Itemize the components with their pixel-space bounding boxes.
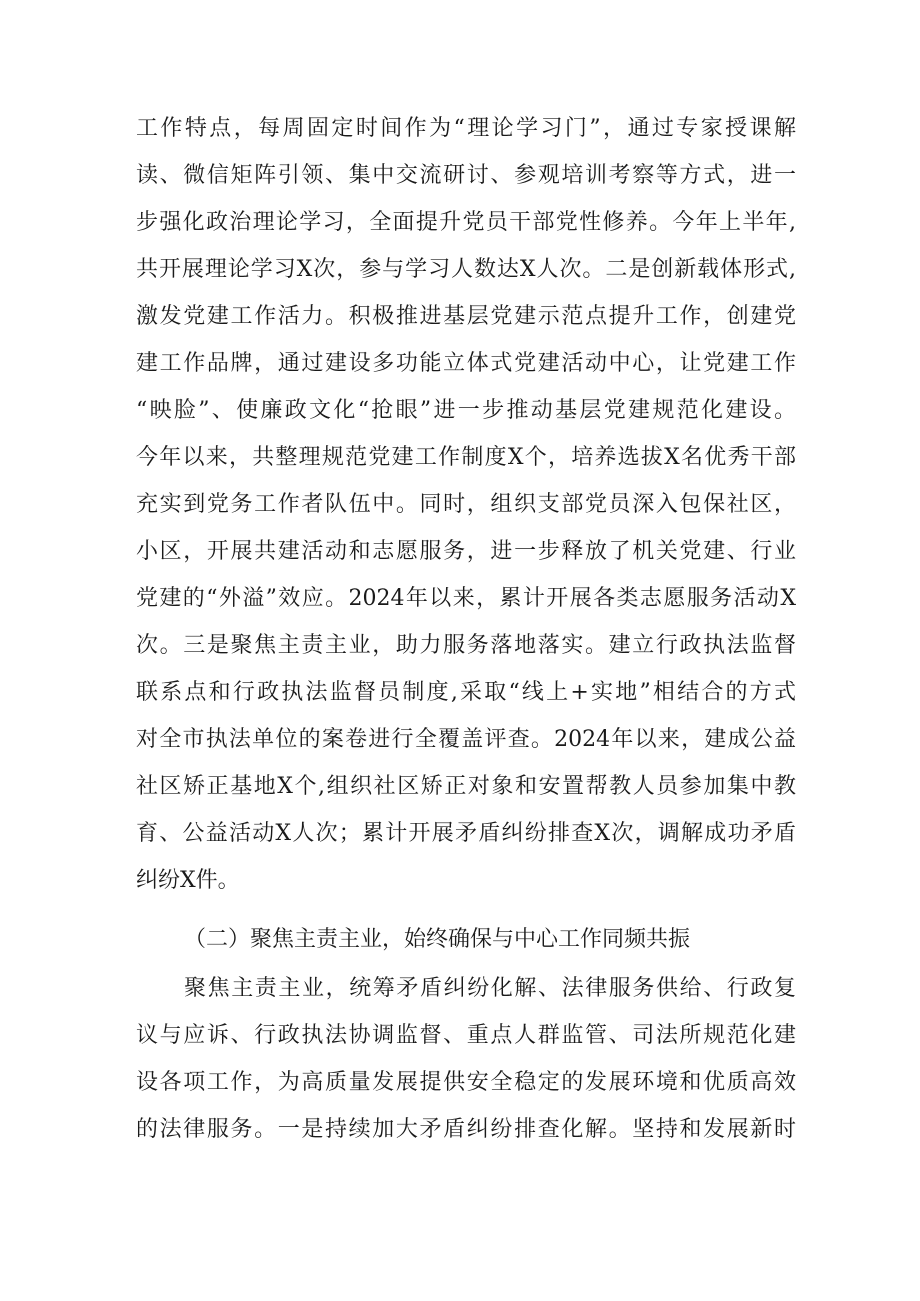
paragraph-1-line-17: 纠纷X件。 <box>136 868 240 893</box>
paragraph-1-line-6: 建工作品牌，通过建设多功能立体式党建活动中心，让党建工作 <box>136 351 796 376</box>
paragraph-1-line-12: 次。三是聚焦主责主业，助力服务落地落实。建立行政执法监督 <box>136 633 796 658</box>
paragraph-1-line-2: 读、微信矩阵引领、集中交流研讨、参观培训考察等方式，进一 <box>136 163 796 188</box>
paragraph-1-line-4: 共开展理论学习X次，参与学习人数达X人次。二是创新载体形式, <box>136 257 796 282</box>
paragraph-1-line-7: “映脸”、使廉政文化“抢眼”进一步推动基层党建规范化建设。 <box>136 398 796 423</box>
paragraph-1-line-1: 工作特点，每周固定时间作为“理论学习门”，通过专家授课解 <box>136 116 796 141</box>
paragraph-1-line-13: 联系点和行政执法监督员制度,采取“线上+实地”相结合的方式 <box>136 680 796 705</box>
section-heading: （二）聚焦主责主业，始终确保与中心工作同频共振 <box>184 927 691 952</box>
paragraph-1-line-3: 步强化政治理论学习，全面提升党员干部党性修养。今年上半年, <box>136 210 796 235</box>
paragraph-2-line-4: 的法律服务。一是持续加大矛盾纠纷排查化解。坚持和发展新时 <box>136 1117 796 1142</box>
paragraph-2-line-3: 设各项工作，为高质量发展提供安全稳定的发展环境和优质高效 <box>136 1070 796 1095</box>
paragraph-1-line-14: 对全市执法单位的案卷进行全覆盖评查。2024年以来，建成公益 <box>136 727 796 752</box>
paragraph-1-line-10: 小区，开展共建活动和志愿服务，进一步释放了机关党建、行业 <box>136 539 796 564</box>
paragraph-2-line-2: 议与应诉、行政执法协调监督、重点人群监管、司法所规范化建 <box>136 1023 796 1048</box>
paragraph-1-line-9: 充实到党务工作者队伍中。同时，组织支部党员深入包保社区， <box>136 492 796 517</box>
paragraph-1-line-5: 激发党建工作活力。积极推进基层党建示范点提升工作，创建党 <box>136 304 796 329</box>
paragraph-1-line-15: 社区矫正基地X个,组织社区矫正对象和安置帮教人员参加集中教 <box>136 774 796 799</box>
paragraph-2-line-1: 聚焦主责主业，统筹矛盾纠纷化解、法律服务供给、行政复 <box>184 976 796 1001</box>
paragraph-1-line-16: 育、公益活动X人次；累计开展矛盾纠纷排查X次，调解成功矛盾 <box>136 821 796 846</box>
paragraph-1-line-11: 党建的“外溢”效应。2024年以来，累计开展各类志愿服务活动X <box>136 586 796 611</box>
paragraph-1-line-8: 今年以来，共整理规范党建工作制度X个，培养选拔X名优秀干部 <box>136 445 796 470</box>
